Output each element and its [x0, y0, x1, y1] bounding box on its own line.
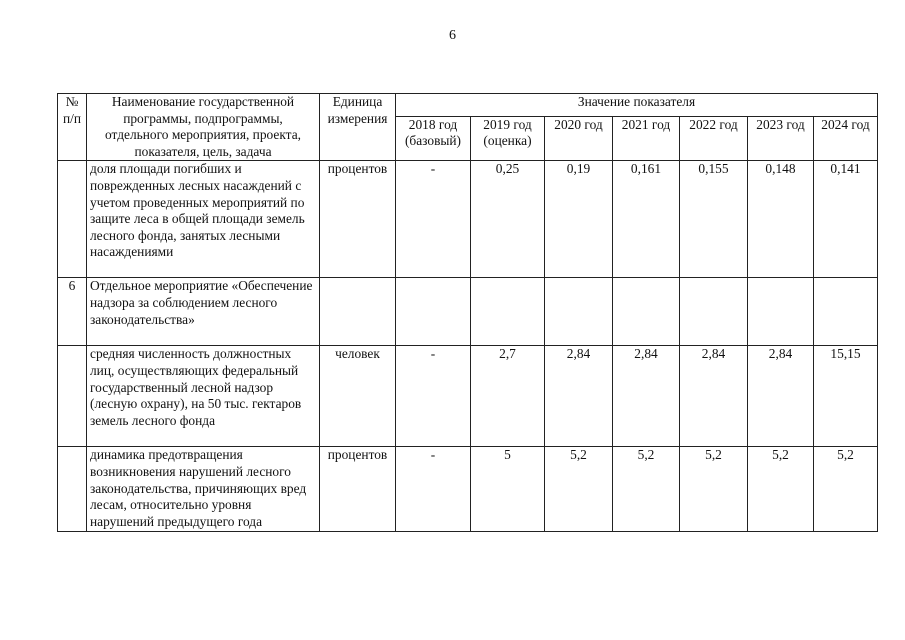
row-num [58, 447, 87, 532]
row-value: - [396, 161, 471, 278]
table-row [58, 346, 878, 447]
header-year: 2018 год (базовый) [396, 116, 471, 160]
header-year: 2019 год (оценка) [471, 116, 545, 160]
row-value: 5,2 [814, 447, 878, 532]
row-value: 5 [471, 447, 545, 532]
row-value [748, 278, 814, 346]
header-year: 2024 год [814, 116, 878, 160]
row-value: 5,2 [680, 447, 748, 532]
row-value [396, 278, 471, 346]
row-value [613, 278, 680, 346]
header-value-group: Значение показателя [396, 94, 878, 117]
row-value: 2,84 [545, 346, 613, 447]
indicators-table [57, 93, 878, 532]
table-row [58, 161, 878, 278]
page-number: 6 [449, 28, 456, 43]
row-value [680, 278, 748, 346]
row-num [58, 161, 87, 278]
header-year: 2023 год [748, 116, 814, 160]
row-value: 2,7 [471, 346, 545, 447]
row-name: средняя численность должностных лиц, осуществляющих федеральный государственный лесной надзор (лесную охрану), на 50 тыс. гектаров земель лесного фонда [87, 346, 320, 447]
row-value: 0,161 [613, 161, 680, 278]
row-name: доля площади погибших и поврежденных лесных насаждений с учетом проведенных мероприятий по защите леса в общей площади земель лесного фонда, занятых лесными насаждениями [87, 161, 320, 278]
row-value: 2,84 [613, 346, 680, 447]
row-value: 0,148 [748, 161, 814, 278]
row-value [471, 278, 545, 346]
row-value: - [396, 346, 471, 447]
header-row [58, 94, 878, 117]
row-value [545, 278, 613, 346]
header-year: 2020 год [545, 116, 613, 160]
header-num: № п/п [58, 94, 87, 161]
row-name: динамика предотвращения возникновения нарушений лесного законодательства, причиняющих вред лесам, относительно уровня нарушений предыдущего года [87, 447, 320, 532]
row-value: - [396, 447, 471, 532]
header-year: 2022 год [680, 116, 748, 160]
row-value: 2,84 [680, 346, 748, 447]
row-num [58, 346, 87, 447]
row-value: 5,2 [748, 447, 814, 532]
row-unit: процентов [320, 161, 396, 278]
row-unit: человек [320, 346, 396, 447]
header-unit: Единица измерения [320, 94, 396, 161]
row-value: 0,155 [680, 161, 748, 278]
row-value: 0,19 [545, 161, 613, 278]
row-value: 0,25 [471, 161, 545, 278]
row-value [814, 278, 878, 346]
row-value: 5,2 [613, 447, 680, 532]
row-name: Отдельное мероприятие «Обеспечение надзора за соблюдением лесного законодательства» [87, 278, 320, 346]
header-year: 2021 год [613, 116, 680, 160]
header-name: Наименование государственной программы, подпрограммы, отдельного мероприятия, проекта, показателя, цель, задача [87, 94, 320, 161]
row-unit: процентов [320, 447, 396, 532]
row-value: 15,15 [814, 346, 878, 447]
row-value: 5,2 [545, 447, 613, 532]
row-unit [320, 278, 396, 346]
table-row [58, 447, 878, 532]
row-value: 0,141 [814, 161, 878, 278]
row-value: 2,84 [748, 346, 814, 447]
table-row [58, 278, 878, 346]
row-num: 6 [58, 278, 87, 346]
